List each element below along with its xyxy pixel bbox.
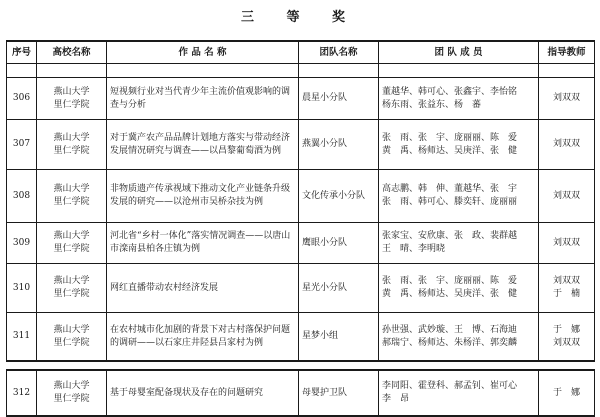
row-no: 306	[7, 78, 37, 120]
row-members: 高志鹏、韩 伸、董越华、张 宇 张 雨、韩可心、滕奕轩、庞丽丽	[379, 170, 539, 223]
table-row	[7, 223, 595, 264]
row-school: 燕山大学 里仁学院	[37, 370, 107, 416]
row-advisor: 于 娜 刘双双	[539, 313, 595, 362]
row-no: 311	[7, 313, 37, 362]
table-row	[7, 313, 595, 362]
table-row	[7, 170, 595, 223]
row-team: 鹰眼小分队	[299, 223, 379, 264]
row-title: 网红直播带动农村经济发展	[107, 264, 299, 313]
row-school: 燕山大学 里仁学院	[37, 313, 107, 362]
col-header-title: 作 品 名 称	[107, 41, 299, 64]
row-school: 燕山大学 里仁学院	[37, 78, 107, 120]
row-members: 张 雨、张 宇、庞丽丽、陈 爱 黄 禹、杨师达、吴庚洋、张 健	[379, 120, 539, 170]
row-title: 在农村城市化加剧的背景下对古村落保护问题的调研——以石家庄井陉县吕家村为例	[107, 313, 299, 362]
col-header-no: 序号	[7, 41, 37, 64]
row-school: 燕山大学 里仁学院	[37, 170, 107, 223]
row-team: 文化传承小分队	[299, 170, 379, 223]
blank-row	[7, 64, 595, 78]
row-team: 燕翼小分队	[299, 120, 379, 170]
row-no: 307	[7, 120, 37, 170]
row-team: 星光小分队	[299, 264, 379, 313]
row-members: 张 雨、张 宇、庞丽丽、陈 爱 黄 禹、杨师达、吴庚洋、张 健	[379, 264, 539, 313]
row-no: 308	[7, 170, 37, 223]
awards-table-continued	[6, 369, 595, 417]
row-team: 星梦小组	[299, 313, 379, 362]
row-title: 短视频行业对当代青少年主流价值观影响的调查与分析	[107, 78, 299, 120]
table-row	[7, 370, 595, 416]
row-title: 基于母婴室配备现状及存在的问题研究	[107, 370, 299, 416]
row-team: 晨星小分队	[299, 78, 379, 120]
row-members: 张家宝、安欣康、张 政、裴群越 王 晴、李明晓	[379, 223, 539, 264]
row-no: 312	[7, 370, 37, 416]
row-members: 孙世强、武妙璇、王 博、石海迪 郝瑞宁、杨师达、朱杨洋、郭奕麟	[379, 313, 539, 362]
row-members: 董越华、韩可心、张鑫宇、李怡铭 杨东雨、张益东、杨 蕃	[379, 78, 539, 120]
col-header-members: 团 队 成 员	[379, 41, 539, 64]
header-row	[7, 41, 595, 64]
col-header-school: 高校名称	[37, 41, 107, 64]
col-header-team: 团队名称	[299, 41, 379, 64]
row-team: 母婴护卫队	[299, 370, 379, 416]
row-title: 非物质遗产传承视域下推动文化产业链条升级发展的研究——以沧州市吴桥杂技为例	[107, 170, 299, 223]
row-title: 对于冀产农产品品牌计划地方落实与带动经济发展情况研究与调查——以昌黎葡萄酒为例	[107, 120, 299, 170]
table-row	[7, 264, 595, 313]
row-school: 燕山大学 里仁学院	[37, 223, 107, 264]
row-members: 李同阳、霍登科、郝孟钊、崔可心 李 昂	[379, 370, 539, 416]
row-title: 河北省“乡村一体化”落实情况调查——以唐山市滦南县柏各庄镇为例	[107, 223, 299, 264]
row-advisor: 刘双双	[539, 120, 595, 170]
row-advisor: 刘双双	[539, 223, 595, 264]
row-advisor: 刘双双	[539, 170, 595, 223]
section-heading: 三 等 奖	[240, 10, 360, 25]
table-row	[7, 78, 595, 120]
col-header-advisor: 指导教师	[539, 41, 595, 64]
row-advisor: 刘双双	[539, 78, 595, 120]
row-no: 310	[7, 264, 37, 313]
table-row	[7, 120, 595, 170]
row-advisor: 于 娜	[539, 370, 595, 416]
row-school: 燕山大学 里仁学院	[37, 264, 107, 313]
row-advisor: 刘双双 于 楠	[539, 264, 595, 313]
row-school: 燕山大学 里仁学院	[37, 120, 107, 170]
awards-table	[6, 40, 595, 362]
row-no: 309	[7, 223, 37, 264]
